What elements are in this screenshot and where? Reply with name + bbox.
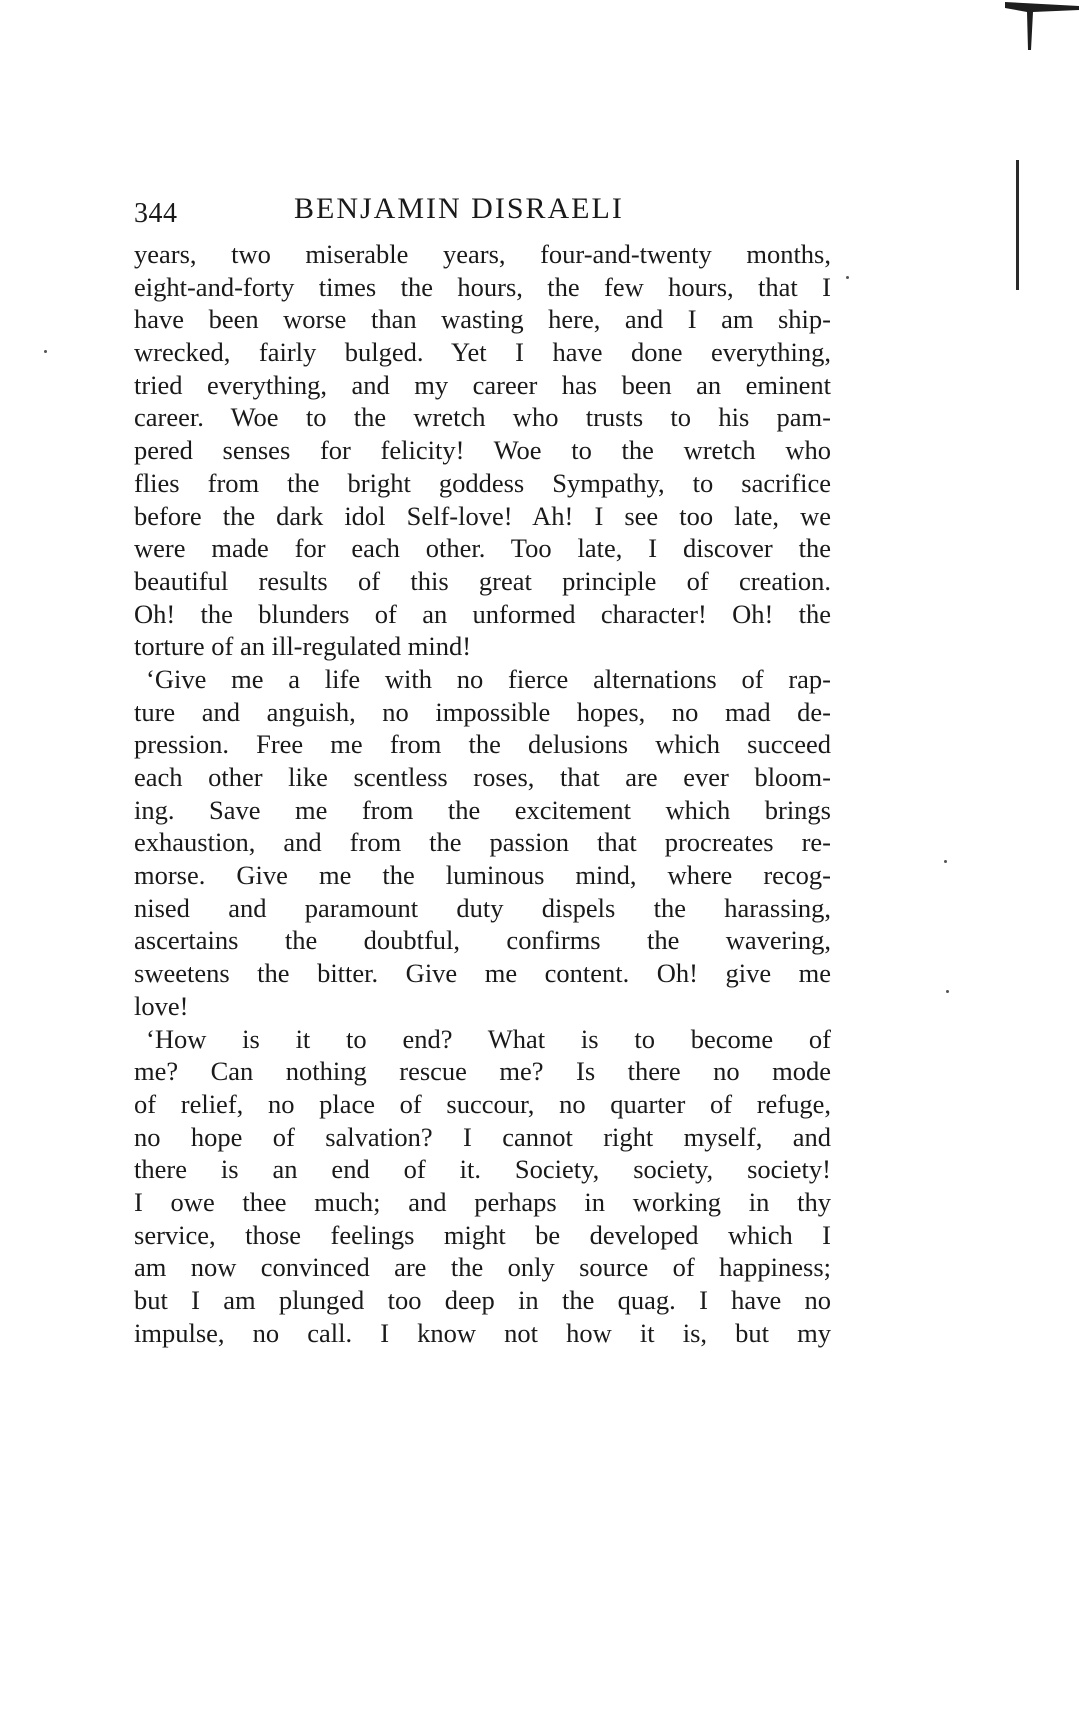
text-line: eight-and-forty times the hours, the few hours, that I bbox=[134, 271, 831, 302]
text-line: Oh! the blunders of an unformed character! Oh! the bbox=[134, 598, 831, 629]
text-line: have been worse than wasting here, and I am ship- bbox=[134, 304, 831, 335]
page-number: 344 bbox=[134, 198, 178, 229]
scan-speck bbox=[846, 276, 849, 279]
text-line: service, those feelings might be developed which I bbox=[134, 1219, 831, 1250]
text-line: before the dark idol Self-love! Ah! I see too late, we bbox=[134, 500, 831, 531]
body-text bbox=[134, 238, 831, 1349]
running-head: BENJAMIN DISRAELI bbox=[294, 192, 624, 225]
text-line: sweetens the bitter. Give me content. Oh! give me bbox=[134, 958, 831, 989]
text-line: ‘How is it to end? What is to become of bbox=[146, 1023, 831, 1054]
text-line: ing. Save me from the excitement which brings bbox=[134, 794, 831, 825]
text-line: no hope of salvation? I cannot right myself, and bbox=[134, 1121, 831, 1152]
text-line: each other like scentless roses, that are ever bloom- bbox=[134, 762, 831, 792]
text-line: impulse, no call. I know not how it is, but my bbox=[134, 1317, 831, 1348]
text-line: ture and anguish, no impossible hopes, no mad de- bbox=[134, 696, 831, 727]
text-line: years, two miserable years, four-and-twenty months, bbox=[134, 239, 831, 269]
text-line: beautiful results of this great principle of creation. bbox=[134, 565, 831, 596]
text-line: I owe thee much; and perhaps in working in thy bbox=[134, 1186, 831, 1217]
text-line: ‘Give me a life with no fierce alternations of rap- bbox=[146, 663, 831, 694]
scan-speck bbox=[44, 350, 47, 353]
text-line: ascertains the doubtful, confirms the wavering, bbox=[134, 925, 831, 956]
text-line: pered senses for felicity! Woe to the wretch who bbox=[134, 435, 831, 466]
text-line: flies from the bright goddess Sympathy, to sacrifice bbox=[134, 467, 831, 498]
text-line: love! bbox=[134, 990, 189, 1021]
text-line: me? Can nothing rescue me? Is there no mode bbox=[134, 1056, 831, 1087]
text-line: but I am plunged too deep in the quag. I have no bbox=[134, 1285, 831, 1315]
text-line: exhaustion, and from the passion that procreates re- bbox=[134, 827, 831, 858]
page-header bbox=[134, 192, 834, 232]
text-line: nised and paramount duty dispels the harassing, bbox=[134, 892, 831, 923]
text-line: torture of an ill-regulated mind! bbox=[134, 631, 472, 662]
text-line: am now convinced are the only source of happiness; bbox=[134, 1252, 831, 1283]
text-line: were made for each other. Too late, I discover the bbox=[134, 533, 831, 564]
text-line: of relief, no place of succour, no quarter of refuge, bbox=[134, 1088, 831, 1119]
text-line: there is an end of it. Society, society, society! bbox=[134, 1154, 831, 1185]
text-line: wrecked, fairly bulged. Yet I have done everything, bbox=[134, 337, 831, 368]
scan-speck bbox=[946, 990, 949, 993]
text-line: pression. Free me from the delusions which succeed bbox=[134, 729, 831, 760]
scan-speck bbox=[944, 860, 947, 863]
text-line: tried everything, and my career has been an eminent bbox=[134, 369, 831, 400]
text-line: morse. Give me the luminous mind, where recog- bbox=[134, 860, 831, 891]
corner-binding-mark bbox=[1005, 0, 1079, 60]
margin-rule-mark bbox=[1016, 160, 1019, 290]
text-line: career. Woe to the wretch who trusts to his pam- bbox=[134, 402, 831, 433]
